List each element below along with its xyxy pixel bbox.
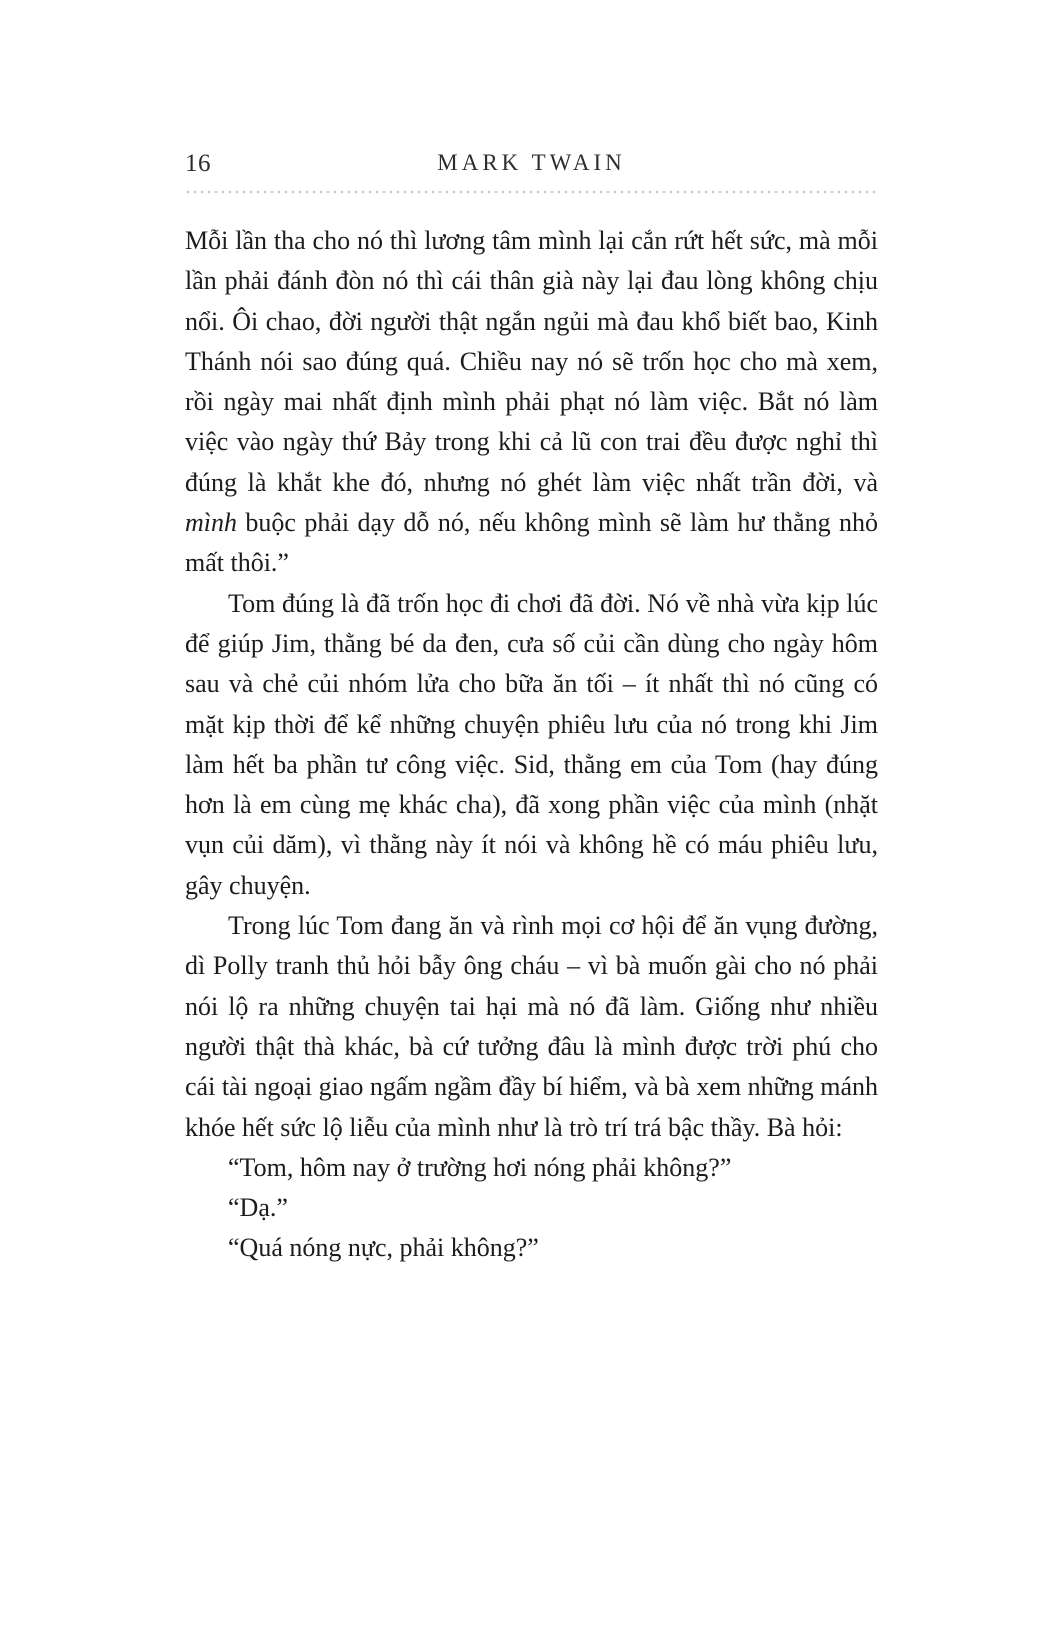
text-run: “Tom, hôm nay ở trường hơi nóng phải không?” <box>228 1152 732 1182</box>
text-run: “Dạ.” <box>228 1193 288 1223</box>
text-run: buộc phải dạy dỗ nó, nếu không mình sẽ làm hư thằng nhỏ mất thôi.” <box>185 508 878 578</box>
paragraph <box>185 1228 878 1268</box>
text-run: Mỗi lần tha cho nó thì lương tâm mình lại cắn rứt hết sức, mà mỗi lần phải đánh đòn nó thì cái thân già này lại đau lòng không chịu nổi. Ôi chao, đời người thật ngắn ngủi mà đau khổ biết bao, Kinh Thánh nói sao đúng quá. Chiều nay nó sẽ trốn học cho mà xem, rồi ngày mai nhất định mình phải phạt nó làm việc. Bắt nó làm việc vào ngày thứ Bảy trong khi cả lũ con trai đều được nghỉ thì đúng là khắt khe đó, nhưng nó ghét làm việc nhất trần đời, và <box>185 226 878 497</box>
text-run: Tom đúng là đã trốn học đi chơi đã đời. Nó về nhà vừa kịp lúc để giúp Jim, thằng bé da đen, cưa số củi cần dùng cho ngày hôm sau và chẻ củi nhóm lửa cho bữa ăn tối – ít nhất thì nó cũng có mặt kịp thời để kể những chuyện phiêu lưu của nó trong khi Jim làm hết ba phần tư công việc. Sid, thằng em của Tom (hay đúng hơn là em cùng mẹ khác cha), đã xong phần việc của mình (nhặt vụn củi dăm), vì thằng này ít nói và không hề có máu phiêu lưu, gây chuyện. <box>185 588 878 900</box>
paragraph <box>185 584 878 906</box>
paragraph <box>185 1188 878 1228</box>
page-number: 16 <box>185 150 211 177</box>
text-run: “Quá nóng nực, phải không?” <box>228 1233 539 1263</box>
header-divider <box>185 190 878 195</box>
paragraph <box>185 1148 878 1188</box>
running-head-author: MARK TWAIN <box>437 150 626 175</box>
italic-run: mình <box>185 508 237 538</box>
body-text <box>185 221 878 1269</box>
paragraph <box>185 906 878 1148</box>
paragraph <box>185 221 878 584</box>
page-header <box>185 150 878 184</box>
text-run: Trong lúc Tom đang ăn và rình mọi cơ hội để ăn vụng đường, dì Polly tranh thủ hỏi bẫy ông cháu – vì bà muốn gài cho nó phải nói lộ ra những chuyện tai hại mà nó đã làm. Giống như nhiều người thật thà khác, bà cứ tưởng đâu là mình được trời phú cho cái tài ngoại giao ngấm ngầm đầy bí hiểm, và bà xem những mánh khóe hết sức lộ liễu của mình như là trò trí trá bậc thầy. Bà hỏi: <box>185 911 878 1142</box>
